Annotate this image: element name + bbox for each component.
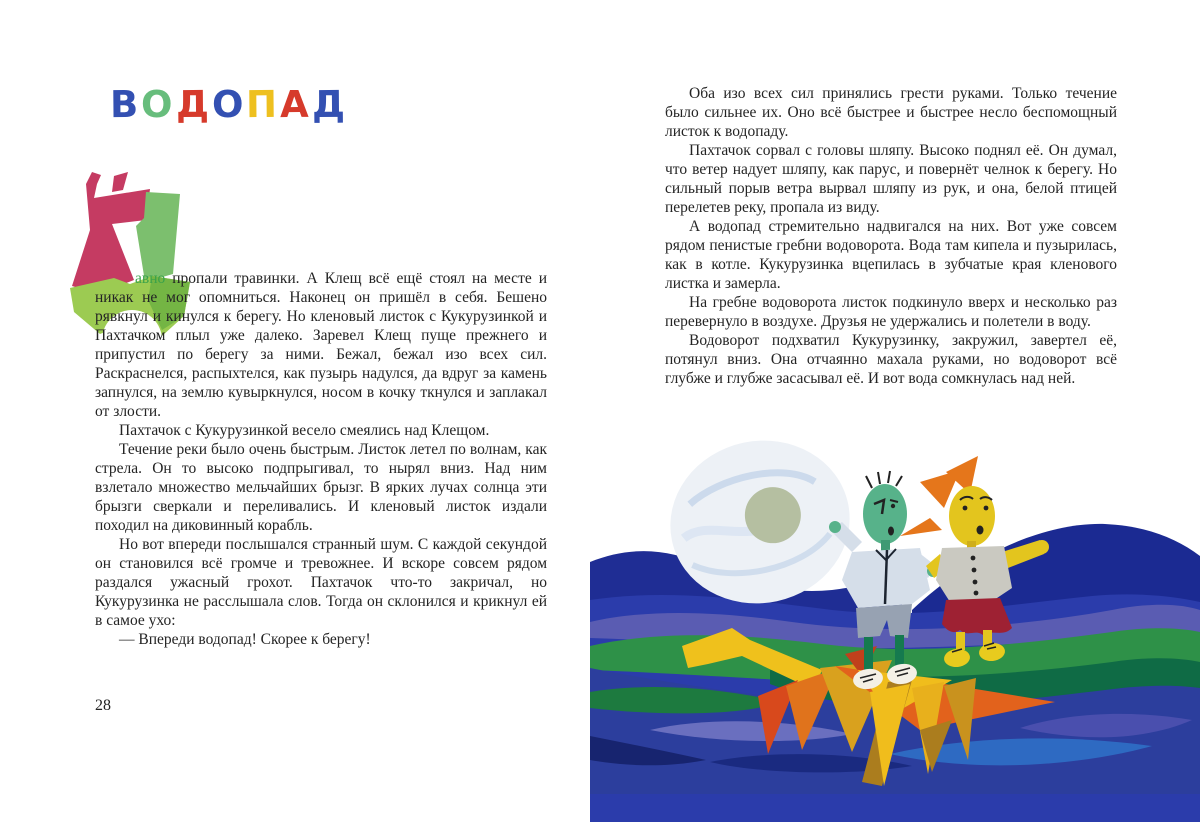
paragraph: Пахтачок с Кукурузинкой весело смеялись над Клещом. xyxy=(119,422,490,439)
title-letter: В xyxy=(109,82,142,127)
title-letter: А xyxy=(279,82,312,127)
paragraph: Пахтачок сорвал с головы шляпу. Высоко поднял её. Он думал, что ветер надует шляпу, как парус, и повернёт челнок к берегу. Но сильный порыв ветра вырвал шляпу из рук, и она, белой птицей перелетев реку, пропала из виду. xyxy=(665,142,1117,216)
dropcap-word: авно xyxy=(135,270,166,287)
right-page-text xyxy=(665,84,1117,388)
title-letter: Д xyxy=(311,82,348,127)
chapter-title xyxy=(109,82,348,127)
title-letter: Д xyxy=(175,82,212,127)
paragraph: Но вот впереди послышался странный шум. С каждой секундой он становился всё громче и тревожнее. И вскоре совсем рядом раздался ужасный грохот. Пахтачок что-то закричал, но Кукурузинка не расслышала слов. Тогда он склонился и крикнул ей в самое ухо: xyxy=(95,536,547,629)
paragraph-text: пропали травинки. А Клещ всё ещё стоял на месте и никак не мог опомниться. Наконец он пришёл в себя. Бешено рявкнул и кинулся к берегу. Но кленовый листок с Кукурузинкой и Пахтачком плыл уже далеко. Заревел Клещ пуще прежнего и припустил по берегу за ними. Бежал, бежал изо всех сил. Раскраснелся, распыхтелся, как пузырь надулся, да вдруг за камень запнулся, на землю кувыркнулся, носом в кочку ткнулся и заплакал от злости. xyxy=(95,270,547,420)
paragraph: Течение реки было очень быстрым. Листок летел по волнам, как стрела. Он то высоко подпрыгивал, то нырял вниз. Над ним взлетало множество мельчайших брызг. В ярких лучах солнца эти брызги сверкали и переливались. И кленовый листок издали походил на диковинный корабль. xyxy=(95,441,547,534)
paragraph: Оба изо всех сил принялись грести руками. Только течение было сильнее их. Оно всё быстрее и быстрее несло беспомощный листок к водопаду. xyxy=(665,85,1117,140)
paragraph: Водоворот подхватил Кукурузинку, закружил, завертел её, потянул вниз. Она отчаянно махала руками, но водоворот всё глубже и глубже засасывал её. И вот вода сомкнулась над ней. xyxy=(665,332,1117,387)
paragraph xyxy=(95,269,547,421)
page-number: 28 xyxy=(95,697,111,714)
title-letter: П xyxy=(245,82,281,127)
title-letter: О xyxy=(141,82,176,127)
dialogue-line: — Впереди водопад! Скорее к берегу! xyxy=(119,631,371,648)
paragraph: На гребне водоворота листок подкинуло вверх и несколько раз перевернуло в воздухе. Друзья не удержались и полетели в воду. xyxy=(665,294,1117,330)
left-page-text xyxy=(95,269,547,649)
illustration-waterfall-collage xyxy=(590,430,1200,822)
title-letter: О xyxy=(211,82,247,127)
paragraph: А водопад стремительно надвигался на них. Вот уже совсем рядом пенистые гребни водоворота. Вода там кипела и пузырилась, как в котле. Кукурузинка вцепилась в зубчатые края кленового листка и замерла. xyxy=(665,218,1117,292)
